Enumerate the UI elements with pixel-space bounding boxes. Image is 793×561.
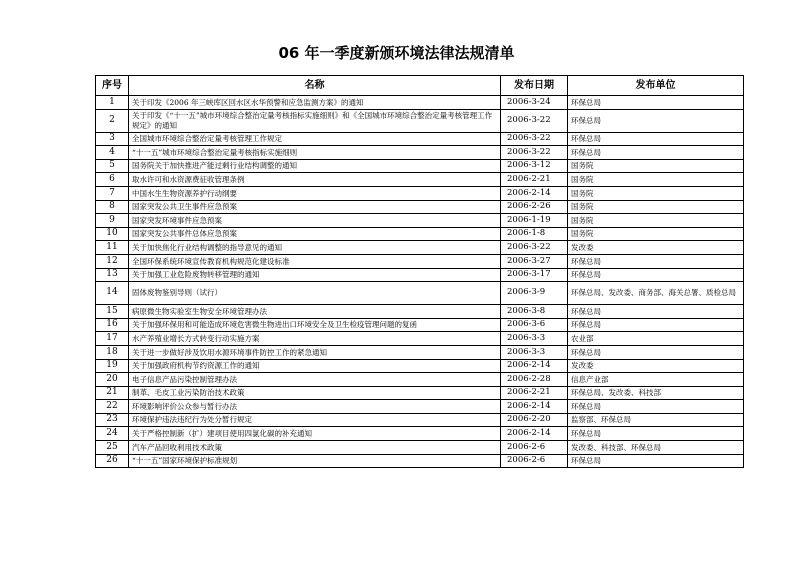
row-name: 国家突发公共卫生事件应急预案 — [129, 200, 501, 214]
table-row — [96, 173, 744, 187]
row-date: 2006-2-21 — [501, 386, 568, 400]
row-issuer: 信息产业部 — [568, 373, 744, 387]
row-issuer: 发改委 — [568, 241, 744, 255]
row-issuer: 国务院 — [568, 186, 744, 200]
row-issuer: 农业部 — [568, 332, 744, 346]
table-header-row — [96, 76, 744, 96]
row-name: 中国水生生物资源养护行动纲要 — [129, 186, 501, 200]
row-number: 13 — [96, 268, 129, 282]
row-date: 2006-2-6 — [501, 454, 568, 468]
row-number: 26 — [96, 454, 129, 468]
table-row — [96, 282, 744, 305]
table-row — [96, 332, 744, 346]
row-issuer: 国务院 — [568, 173, 744, 187]
table-row — [96, 186, 744, 200]
row-name: 关于进一步做好涉及饮用水源环境事件防控工作的紧急通知 — [129, 345, 501, 359]
row-name: 关于印发《2006 年三峡库区回水区水华预警和应急监测方案》的通知 — [129, 96, 501, 110]
row-number: 9 — [96, 214, 129, 228]
row-number: 15 — [96, 305, 129, 319]
table-row — [96, 146, 744, 160]
row-number: 7 — [96, 186, 129, 200]
row-name: 电子信息产品污染控制管理办法 — [129, 373, 501, 387]
table-row — [96, 254, 744, 268]
row-issuer: 环保总局 — [568, 254, 744, 268]
row-number: 17 — [96, 332, 129, 346]
row-issuer: 环保总局 — [568, 318, 744, 332]
row-issuer: 发改委、科技部、环保总局 — [568, 441, 744, 455]
row-name: 全国环保系统环境宣传教育机构规范化建设标准 — [129, 254, 501, 268]
table-row — [96, 132, 744, 146]
row-name: 关于加强环保用和可能造成环境危害微生物进出口环境安全及卫生检疫管理问题的复函 — [129, 318, 501, 332]
row-date: 2006-2-14 — [501, 186, 568, 200]
table-row — [96, 305, 744, 319]
row-issuer: 环保总局、发改委、科技部 — [568, 386, 744, 400]
row-name: 关于严格控制新（扩）建项目使用四氯化碳的补充通知 — [129, 427, 501, 441]
row-date: 2006-3-22 — [501, 146, 568, 160]
row-issuer: 环保总局 — [568, 345, 744, 359]
row-number: 20 — [96, 373, 129, 387]
row-date: 2006-3-17 — [501, 268, 568, 282]
row-date: 2006-3-3 — [501, 332, 568, 346]
table-row — [96, 441, 744, 455]
table-row — [96, 427, 744, 441]
row-issuer: 发改委 — [568, 359, 744, 373]
row-name: 制革、毛皮工业污染防治技术政策 — [129, 386, 501, 400]
row-date: 2006-3-22 — [501, 241, 568, 255]
row-number: 6 — [96, 173, 129, 187]
table-row — [96, 359, 744, 373]
row-date: 2006-1-8 — [501, 227, 568, 241]
row-date: 2006-3-6 — [501, 318, 568, 332]
row-issuer: 环保总局 — [568, 400, 744, 414]
row-issuer: 环保总局 — [568, 268, 744, 282]
row-number: 10 — [96, 227, 129, 241]
row-issuer: 环保总局 — [568, 146, 744, 160]
row-date: 2006-2-20 — [501, 413, 568, 427]
row-name: 关于加快焦化行业结构调整的指导意见的通知 — [129, 241, 501, 255]
row-date: 2006-3-27 — [501, 254, 568, 268]
table-row — [96, 109, 744, 132]
table-row — [96, 413, 744, 427]
row-number: 3 — [96, 132, 129, 146]
table-row — [96, 241, 744, 255]
row-date: 2006-2-6 — [501, 441, 568, 455]
table-row — [96, 318, 744, 332]
row-date: 2006-3-22 — [501, 132, 568, 146]
row-date: 2006-2-14 — [501, 359, 568, 373]
table-row — [96, 96, 744, 110]
table-row — [96, 454, 744, 468]
row-name: 环境影响评价公众参与暂行办法 — [129, 400, 501, 414]
row-name: 病原微生物实验室生物安全环境管理办法 — [129, 305, 501, 319]
row-date: 2006-3-12 — [501, 159, 568, 173]
row-number: 11 — [96, 241, 129, 255]
row-issuer: 监察部、环保总局 — [568, 413, 744, 427]
row-date: 2006-3-3 — [501, 345, 568, 359]
row-name: 水产养殖业增长方式转变行动实施方案 — [129, 332, 501, 346]
row-name: 全国城市环境综合整治定量考核管理工作规定 — [129, 132, 501, 146]
row-name: 关于加强工业危险废物转移管理的通知 — [129, 268, 501, 282]
row-name: “十一五”国家环境保护标准规划 — [129, 454, 501, 468]
table-row — [96, 268, 744, 282]
regulations-table — [95, 75, 744, 468]
table-row — [96, 159, 744, 173]
table-body — [96, 96, 744, 468]
row-number: 4 — [96, 146, 129, 160]
row-issuer: 国务院 — [568, 214, 744, 228]
header-date: 发布日期 — [501, 76, 568, 96]
row-number: 5 — [96, 159, 129, 173]
row-number: 24 — [96, 427, 129, 441]
row-name: 汽车产品回收利用技术政策 — [129, 441, 501, 455]
row-number: 19 — [96, 359, 129, 373]
row-number: 14 — [96, 282, 129, 305]
row-issuer: 国务院 — [568, 159, 744, 173]
row-date: 2006-1-19 — [501, 214, 568, 228]
row-name: 关于印发《“十一五”城市环境综合整治定量考核指标实施细则》和《全国城市环境综合整治定量考核管理工作规定》的通知 — [129, 109, 501, 132]
table-row — [96, 386, 744, 400]
row-issuer: 环保总局 — [568, 454, 744, 468]
row-date: 2006-3-9 — [501, 282, 568, 305]
row-date: 2006-2-21 — [501, 173, 568, 187]
row-number: 22 — [96, 400, 129, 414]
table-row — [96, 373, 744, 387]
table-row — [96, 400, 744, 414]
row-number: 2 — [96, 109, 129, 132]
row-number: 23 — [96, 413, 129, 427]
row-issuer: 环保总局 — [568, 427, 744, 441]
row-date: 2006-2-14 — [501, 400, 568, 414]
table-row — [96, 345, 744, 359]
row-number: 12 — [96, 254, 129, 268]
row-name: 固体废物鉴别导则（试行） — [129, 282, 501, 305]
row-date: 2006-3-24 — [501, 96, 568, 110]
row-number: 18 — [96, 345, 129, 359]
row-number: 21 — [96, 386, 129, 400]
row-name: 关于加强政府机构节约资源工作的通知 — [129, 359, 501, 373]
row-date: 2006-2-28 — [501, 373, 568, 387]
row-name: 取水许可和水资源费征收管理条例 — [129, 173, 501, 187]
row-issuer: 国务院 — [568, 200, 744, 214]
header-name: 名称 — [129, 76, 501, 96]
row-number: 25 — [96, 441, 129, 455]
row-name: 环境保护违法违纪行为处分暂行规定 — [129, 413, 501, 427]
row-number: 16 — [96, 318, 129, 332]
row-name: “十一五”城市环境综合整治定量考核指标实施细则 — [129, 146, 501, 160]
header-issuer: 发布单位 — [568, 76, 744, 96]
table-row — [96, 200, 744, 214]
row-issuer: 环保总局 — [568, 96, 744, 110]
header-no: 序号 — [96, 76, 129, 96]
table-row — [96, 214, 744, 228]
row-name: 国家突发公共事件总体应急预案 — [129, 227, 501, 241]
row-date: 2006-2-14 — [501, 427, 568, 441]
row-name: 国家突发环境事件应急预案 — [129, 214, 501, 228]
row-number: 8 — [96, 200, 129, 214]
row-issuer: 国务院 — [568, 227, 744, 241]
row-issuer: 环保总局 — [568, 132, 744, 146]
row-number: 1 — [96, 96, 129, 110]
row-date: 2006-3-22 — [501, 109, 568, 132]
row-issuer: 环保总局、发改委、商务部、海关总署、质检总局 — [568, 282, 744, 305]
row-issuer: 环保总局 — [568, 109, 744, 132]
row-name: 国务院关于加快推进产能过剩行业结构调整的通知 — [129, 159, 501, 173]
table-row — [96, 227, 744, 241]
row-date: 2006-2-26 — [501, 200, 568, 214]
row-date: 2006-3-8 — [501, 305, 568, 319]
document-title: 06 年一季度新颁环境法律法规清单 — [278, 44, 515, 62]
row-issuer: 环保总局 — [568, 305, 744, 319]
